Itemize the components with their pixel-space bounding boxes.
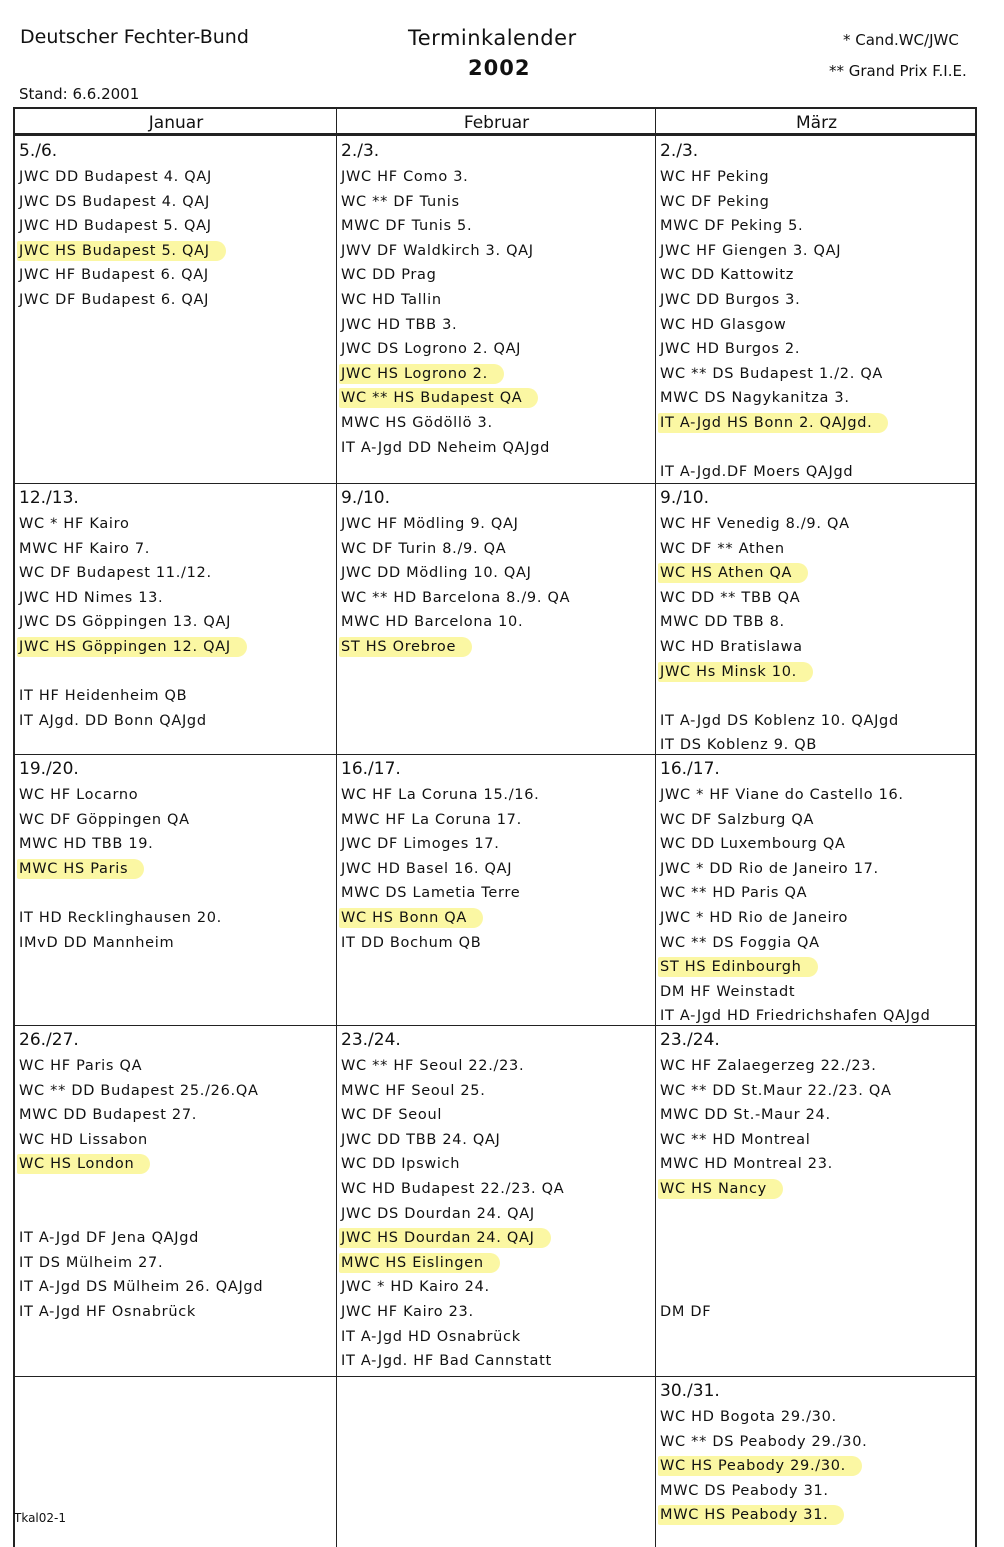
highlighted-event: [660, 955, 975, 980]
month-header: Februar: [463, 113, 530, 133]
event-text: WC DF Peking: [660, 193, 770, 210]
event-entry: [19, 1079, 335, 1104]
event-text: WC DF Turin 8./9. QA: [341, 540, 507, 557]
event-entry: [19, 288, 335, 313]
week-date: 23./24.: [660, 1030, 720, 1050]
event-entry: [19, 832, 335, 857]
event-text: JWC HD Nimes 13.: [19, 589, 164, 606]
event-text: JWC HF Giengen 3. QAJ: [660, 242, 842, 259]
event-text: JWC HS Dourdan 24. QAJ: [339, 1228, 551, 1248]
event-text: MWC DD TBB 8.: [660, 614, 785, 631]
event-entry: [660, 1103, 975, 1128]
event-text: IT A-Jgd.DF Moers QAJgd: [660, 464, 854, 481]
event-text: WC ** HD Montreal: [660, 1131, 811, 1148]
event-text: JWC HF Kairo 23.: [341, 1303, 474, 1320]
legend-cand: * Cand.WC/JWC: [843, 31, 959, 49]
column-divider: [655, 109, 656, 1547]
event-text: WC ** DS Budapest 1./2. QA: [660, 365, 884, 382]
event-text: JWC Hs Minsk 10.: [658, 662, 813, 682]
event-text: WC DD ** TBB QA: [660, 589, 801, 606]
event-text: IT DD Bochum QB: [341, 934, 482, 951]
event-entry: [660, 190, 975, 215]
week-date: 16./17.: [341, 759, 401, 779]
event-text: ST HS Orebroe: [339, 637, 472, 657]
event-text: DM HF Weinstadt: [660, 983, 796, 1000]
event-entry: [660, 460, 975, 485]
event-text: WC HF Peking: [660, 169, 770, 185]
event-text: WC DD Prag: [341, 267, 437, 284]
event-entry: [341, 832, 654, 857]
event-entry: [19, 684, 335, 709]
event-text: JWC HF Budapest 6. QAJ: [19, 267, 209, 284]
document-year: 2002: [468, 56, 531, 80]
event-text: WC * HF Kairo: [19, 516, 130, 532]
calendar-cell: [660, 139, 975, 485]
event-entry: [660, 635, 975, 660]
event-entry: [341, 1275, 654, 1300]
event-text: IT A-Jgd HD Friedrichshafen QAJgd: [660, 1008, 931, 1025]
event-entry: [660, 1054, 975, 1079]
event-text: JWC DD Mödling 10. QAJ: [341, 565, 532, 582]
event-entry: [341, 1202, 654, 1227]
event-text: WC ** HS Budapest QA: [339, 388, 538, 408]
event-entry: [341, 190, 654, 215]
event-text: WC ** HF Seoul 22./23.: [341, 1058, 525, 1074]
event-text: WC HF Zalaegerzeg 22./23.: [660, 1058, 877, 1074]
event-entry: [660, 537, 975, 562]
event-entry: [19, 1275, 335, 1300]
event-text: IT A-Jgd DS Mülheim 26. QAJgd: [19, 1279, 264, 1296]
event-text: WC HF Venedig 8./9. QA: [660, 516, 850, 532]
event-entry: [19, 660, 335, 685]
calendar-cell: [19, 486, 335, 733]
calendar-cell: [341, 1028, 654, 1374]
event-text: IT HD Recklinghausen 20.: [19, 909, 222, 926]
week-date: 30./31.: [660, 1381, 720, 1401]
calendar-cell: [341, 139, 654, 460]
calendar-cell: [341, 486, 654, 660]
event-text: WC DD Kattowitz: [660, 267, 795, 284]
event-entry: [19, 190, 335, 215]
event-text: JWC DD Burgos 3.: [660, 291, 801, 308]
event-entry: [19, 263, 335, 288]
event-entry: [341, 1177, 654, 1202]
calendar-cell: [660, 757, 975, 1029]
event-entry: [341, 1054, 654, 1079]
event-text: WC HS Bonn QA: [339, 908, 483, 928]
calendar-cell: [19, 1379, 335, 1405]
event-text: MWC HD Montreal 23.: [660, 1156, 833, 1173]
highlighted-event: [660, 1503, 975, 1528]
event-text: WC HF Locarno: [19, 787, 139, 803]
event-entry: [341, 313, 654, 338]
calendar-cell: [660, 1379, 975, 1528]
event-text: JWC DS Budapest 4. QAJ: [19, 193, 210, 210]
event-text: IT A-Jgd DS Koblenz 10. QAJgd: [660, 712, 899, 729]
event-entry: [660, 1300, 975, 1325]
event-text: JWC DF Limoges 17.: [341, 836, 500, 853]
event-entry: [19, 808, 335, 833]
event-text: WC DF Göppingen QA: [19, 811, 190, 828]
calendar-cell: [660, 1028, 975, 1325]
event-entry: [660, 288, 975, 313]
calendar-cell: [19, 139, 335, 313]
event-text: WC HD Bratislawa: [660, 638, 803, 655]
event-entry: [660, 1152, 975, 1177]
event-entry: [19, 783, 335, 808]
week-date: 9./10.: [660, 488, 709, 508]
event-text: WC ** HD Barcelona 8./9. QA: [341, 589, 571, 606]
week-date: [19, 1379, 335, 1405]
event-entry: [341, 857, 654, 882]
event-text: JWC DF Budapest 6. QAJ: [19, 291, 210, 308]
highlighted-event: [19, 857, 335, 882]
event-entry: [19, 1226, 335, 1251]
event-entry: [19, 881, 335, 906]
event-text: WC ** DS Foggia QA: [660, 934, 820, 951]
event-entry: [19, 931, 335, 956]
document-title: Terminkalender: [408, 26, 577, 50]
stand-date: Stand: 6.6.2001: [19, 85, 140, 103]
event-text: WC HF La Coruna 15./16.: [341, 787, 540, 803]
event-entry: [660, 1430, 975, 1455]
event-entry: [660, 931, 975, 956]
event-entry: [660, 586, 975, 611]
highlighted-event: [19, 1152, 335, 1177]
organization-name: Deutscher Fechter-Bund: [20, 26, 249, 48]
event-text: JWC * HD Kairo 24.: [341, 1279, 490, 1296]
event-text: JWC HD Budapest 5. QAJ: [19, 218, 212, 235]
event-text: WC HS London: [17, 1154, 150, 1174]
event-entry: [341, 783, 654, 808]
legend-grand-prix: ** Grand Prix F.I.E.: [829, 62, 967, 80]
highlighted-event: [341, 386, 654, 411]
event-entry: [660, 808, 975, 833]
event-entry: [19, 214, 335, 239]
column-divider: [336, 109, 337, 1547]
event-text: WC ** DD St.Maur 22./23. QA: [660, 1082, 892, 1099]
event-text: WC HD Bogota 29./30.: [660, 1409, 837, 1425]
event-text: MWC HS Gödöllö 3.: [341, 414, 493, 431]
event-entry: [660, 1405, 975, 1430]
highlighted-event: [660, 561, 975, 586]
calendar-cell: [660, 486, 975, 758]
event-text: JWC DS Logrono 2. QAJ: [341, 341, 522, 358]
event-entry: [660, 386, 975, 411]
week-divider: [15, 1376, 975, 1377]
event-entry: [341, 165, 654, 190]
event-text: IMvD DD Mannheim: [19, 934, 175, 951]
week-date: 19./20.: [19, 759, 79, 779]
event-entry: [19, 512, 335, 537]
calendar-cell: [341, 757, 654, 955]
week-date: 2./3.: [660, 141, 699, 161]
event-entry: [19, 586, 335, 611]
event-text: JWC HD Burgos 2.: [660, 341, 801, 358]
event-text: IT HF Heidenheim QB: [19, 688, 188, 705]
event-text: WC HD Lissabon: [19, 1131, 148, 1148]
month-header: Januar: [148, 113, 204, 133]
event-text: MWC HF Seoul 25.: [341, 1082, 486, 1099]
event-entry: [341, 337, 654, 362]
event-entry: [660, 881, 975, 906]
event-entry: [341, 610, 654, 635]
event-entry: [19, 1054, 335, 1079]
event-text: JWC HS Budapest 5. QAJ: [17, 241, 226, 261]
event-entry: [341, 1103, 654, 1128]
event-text: MWC DD St.-Maur 24.: [660, 1107, 831, 1124]
event-text: JWC DS Göppingen 13. QAJ: [19, 614, 232, 631]
event-entry: [19, 1103, 335, 1128]
event-text: WC ** DF Tunis: [341, 193, 460, 210]
event-entry: [19, 1300, 335, 1325]
event-text: WC DF ** Athen: [660, 540, 785, 557]
event-entry: [660, 436, 975, 461]
event-text: IT DS Mülheim 27.: [19, 1254, 164, 1271]
event-entry: [660, 362, 975, 387]
event-text: WC ** DS Peabody 29./30.: [660, 1433, 868, 1450]
event-entry: [19, 1177, 335, 1202]
highlighted-event: [660, 1454, 975, 1479]
event-text: ST HS Edinbourgh: [658, 957, 818, 977]
event-entry: [660, 313, 975, 338]
event-entry: [660, 610, 975, 635]
highlighted-event: [660, 411, 975, 436]
event-entry: [660, 214, 975, 239]
event-text: WC HS Nancy: [658, 1179, 783, 1199]
month-header: März: [796, 113, 837, 133]
event-entry: [341, 561, 654, 586]
event-text: IT A-Jgd DD Neheim QAJgd: [341, 439, 551, 456]
event-text: JWC DD Budapest 4. QAJ: [19, 169, 212, 185]
event-entry: [341, 239, 654, 264]
event-entry: [660, 832, 975, 857]
event-entry: [660, 1275, 975, 1300]
footer-code: Tkal02-1: [14, 1511, 66, 1525]
event-text: JWC HS Göppingen 12. QAJ: [17, 637, 247, 657]
event-text: IT A-Jgd HF Osnabrück: [19, 1303, 196, 1320]
event-text: WC HD Tallin: [341, 291, 442, 308]
event-text: JWC DD TBB 24. QAJ: [341, 1131, 501, 1148]
event-text: JWC HF Como 3.: [341, 169, 469, 185]
event-entry: [660, 1004, 975, 1029]
highlighted-event: [341, 362, 654, 387]
event-text: WC HS Peabody 29./30.: [658, 1456, 862, 1476]
event-text: MWC DS Lametia Terre: [341, 885, 521, 902]
event-entry: [660, 1226, 975, 1251]
week-date: 9./10.: [341, 488, 390, 508]
event-text: WC DD Luxembourg QA: [660, 836, 846, 853]
event-text: JWC * HD Rio de Janeiro: [660, 909, 849, 926]
event-entry: [341, 1300, 654, 1325]
event-entry: [660, 733, 975, 758]
event-text: MWC HF Kairo 7.: [19, 540, 151, 557]
event-text: MWC DS Peabody 31.: [660, 1482, 829, 1499]
event-text: MWC DS Nagykanitza 3.: [660, 390, 850, 407]
event-entry: [341, 1079, 654, 1104]
highlighted-event: [660, 1177, 975, 1202]
highlighted-event: [19, 239, 335, 264]
week-date: [341, 1379, 654, 1405]
event-text: WC HD Glasgow: [660, 316, 787, 333]
event-text: MWC HS Eislingen: [339, 1253, 500, 1273]
event-entry: [341, 512, 654, 537]
week-date: 26./27.: [19, 1030, 79, 1050]
event-text: MWC HD Barcelona 10.: [341, 614, 524, 631]
highlighted-event: [341, 906, 654, 931]
event-text: IT A-Jgd HS Bonn 2. QAJgd.: [658, 413, 888, 433]
event-entry: [19, 610, 335, 635]
event-entry: [341, 411, 654, 436]
event-text: WC ** HD Paris QA: [660, 885, 808, 902]
week-date: 16./17.: [660, 759, 720, 779]
event-entry: [660, 1079, 975, 1104]
event-entry: [341, 1325, 654, 1350]
event-entry: [660, 906, 975, 931]
calendar-table: [13, 107, 977, 1547]
event-entry: [341, 586, 654, 611]
event-entry: [341, 214, 654, 239]
event-text: JWC HD Basel 16. QAJ: [341, 860, 513, 877]
event-entry: [19, 709, 335, 734]
event-entry: [660, 239, 975, 264]
event-text: MWC HS Paris: [17, 859, 144, 879]
event-text: MWC DF Peking 5.: [660, 218, 804, 235]
calendar-cell: [19, 1028, 335, 1325]
event-text: WC HF Paris QA: [19, 1058, 143, 1074]
event-text: JWC HS Logrono 2.: [339, 364, 504, 384]
event-text: WC DF Salzburg QA: [660, 811, 815, 828]
event-entry: [660, 857, 975, 882]
event-entry: [341, 1349, 654, 1374]
highlighted-event: [341, 635, 654, 660]
event-text: WC HS Athen QA: [658, 563, 808, 583]
highlighted-event: [19, 635, 335, 660]
event-entry: [660, 1251, 975, 1276]
week-date: 2./3.: [341, 141, 380, 161]
event-text: IT A-Jgd. HF Bad Cannstatt: [341, 1353, 552, 1370]
event-entry: [660, 263, 975, 288]
event-text: JWC * DD Rio de Janeiro 17.: [660, 860, 879, 877]
week-date: 12./13.: [19, 488, 79, 508]
event-entry: [19, 1128, 335, 1153]
event-text: MWC HF La Coruna 17.: [341, 811, 522, 828]
event-text: DM DF: [660, 1303, 712, 1320]
event-entry: [660, 512, 975, 537]
event-entry: [341, 263, 654, 288]
event-entry: [19, 561, 335, 586]
calendar-cell: [19, 757, 335, 955]
highlighted-event: [660, 660, 975, 685]
event-text: JWV DF Waldkirch 3. QAJ: [341, 242, 534, 259]
week-date: 23./24.: [341, 1030, 401, 1050]
event-text: WC HD Budapest 22./23. QA: [341, 1180, 565, 1197]
event-text: WC DF Budapest 11./12.: [19, 565, 212, 582]
event-entry: [341, 288, 654, 313]
event-entry: [341, 808, 654, 833]
calendar-cell: [341, 1379, 654, 1405]
event-text: JWC HF Mödling 9. QAJ: [341, 516, 519, 532]
event-text: WC DF Seoul: [341, 1107, 443, 1124]
event-entry: [19, 1251, 335, 1276]
event-entry: [660, 980, 975, 1005]
event-entry: [341, 436, 654, 461]
event-text: MWC DF Tunis 5.: [341, 218, 473, 235]
event-entry: [660, 684, 975, 709]
week-date: 5./6.: [19, 141, 58, 161]
event-entry: [19, 165, 335, 190]
event-entry: [341, 881, 654, 906]
highlighted-event: [341, 1226, 654, 1251]
event-entry: [660, 1128, 975, 1153]
event-entry: [660, 709, 975, 734]
event-entry: [660, 165, 975, 190]
event-text: MWC HD TBB 19.: [19, 836, 154, 853]
highlighted-event: [341, 1251, 654, 1276]
event-text: JWC DS Dourdan 24. QAJ: [341, 1205, 535, 1222]
event-entry: [19, 537, 335, 562]
event-text: IT AJgd. DD Bonn QAJgd: [19, 712, 207, 729]
event-entry: [341, 537, 654, 562]
event-text: MWC DD Budapest 27.: [19, 1107, 198, 1124]
event-text: IT A-Jgd HD Osnabrück: [341, 1328, 521, 1345]
event-entry: [19, 906, 335, 931]
event-text: JWC HD TBB 3.: [341, 316, 458, 333]
event-text: JWC * HF Viane do Castello 16.: [660, 787, 904, 803]
event-text: IT A-Jgd DF Jena QAJgd: [19, 1230, 200, 1247]
event-entry: [660, 337, 975, 362]
event-text: IT DS Koblenz 9. QB: [660, 737, 818, 754]
event-entry: [660, 1479, 975, 1504]
event-text: WC ** DD Budapest 25./26.QA: [19, 1082, 259, 1099]
event-entry: [660, 783, 975, 808]
event-entry: [341, 931, 654, 956]
event-entry: [341, 1128, 654, 1153]
event-text: MWC HS Peabody 31.: [658, 1505, 844, 1525]
event-entry: [341, 1152, 654, 1177]
event-text: WC DD Ipswich: [341, 1156, 461, 1173]
event-entry: [19, 1202, 335, 1227]
event-entry: [660, 1202, 975, 1227]
